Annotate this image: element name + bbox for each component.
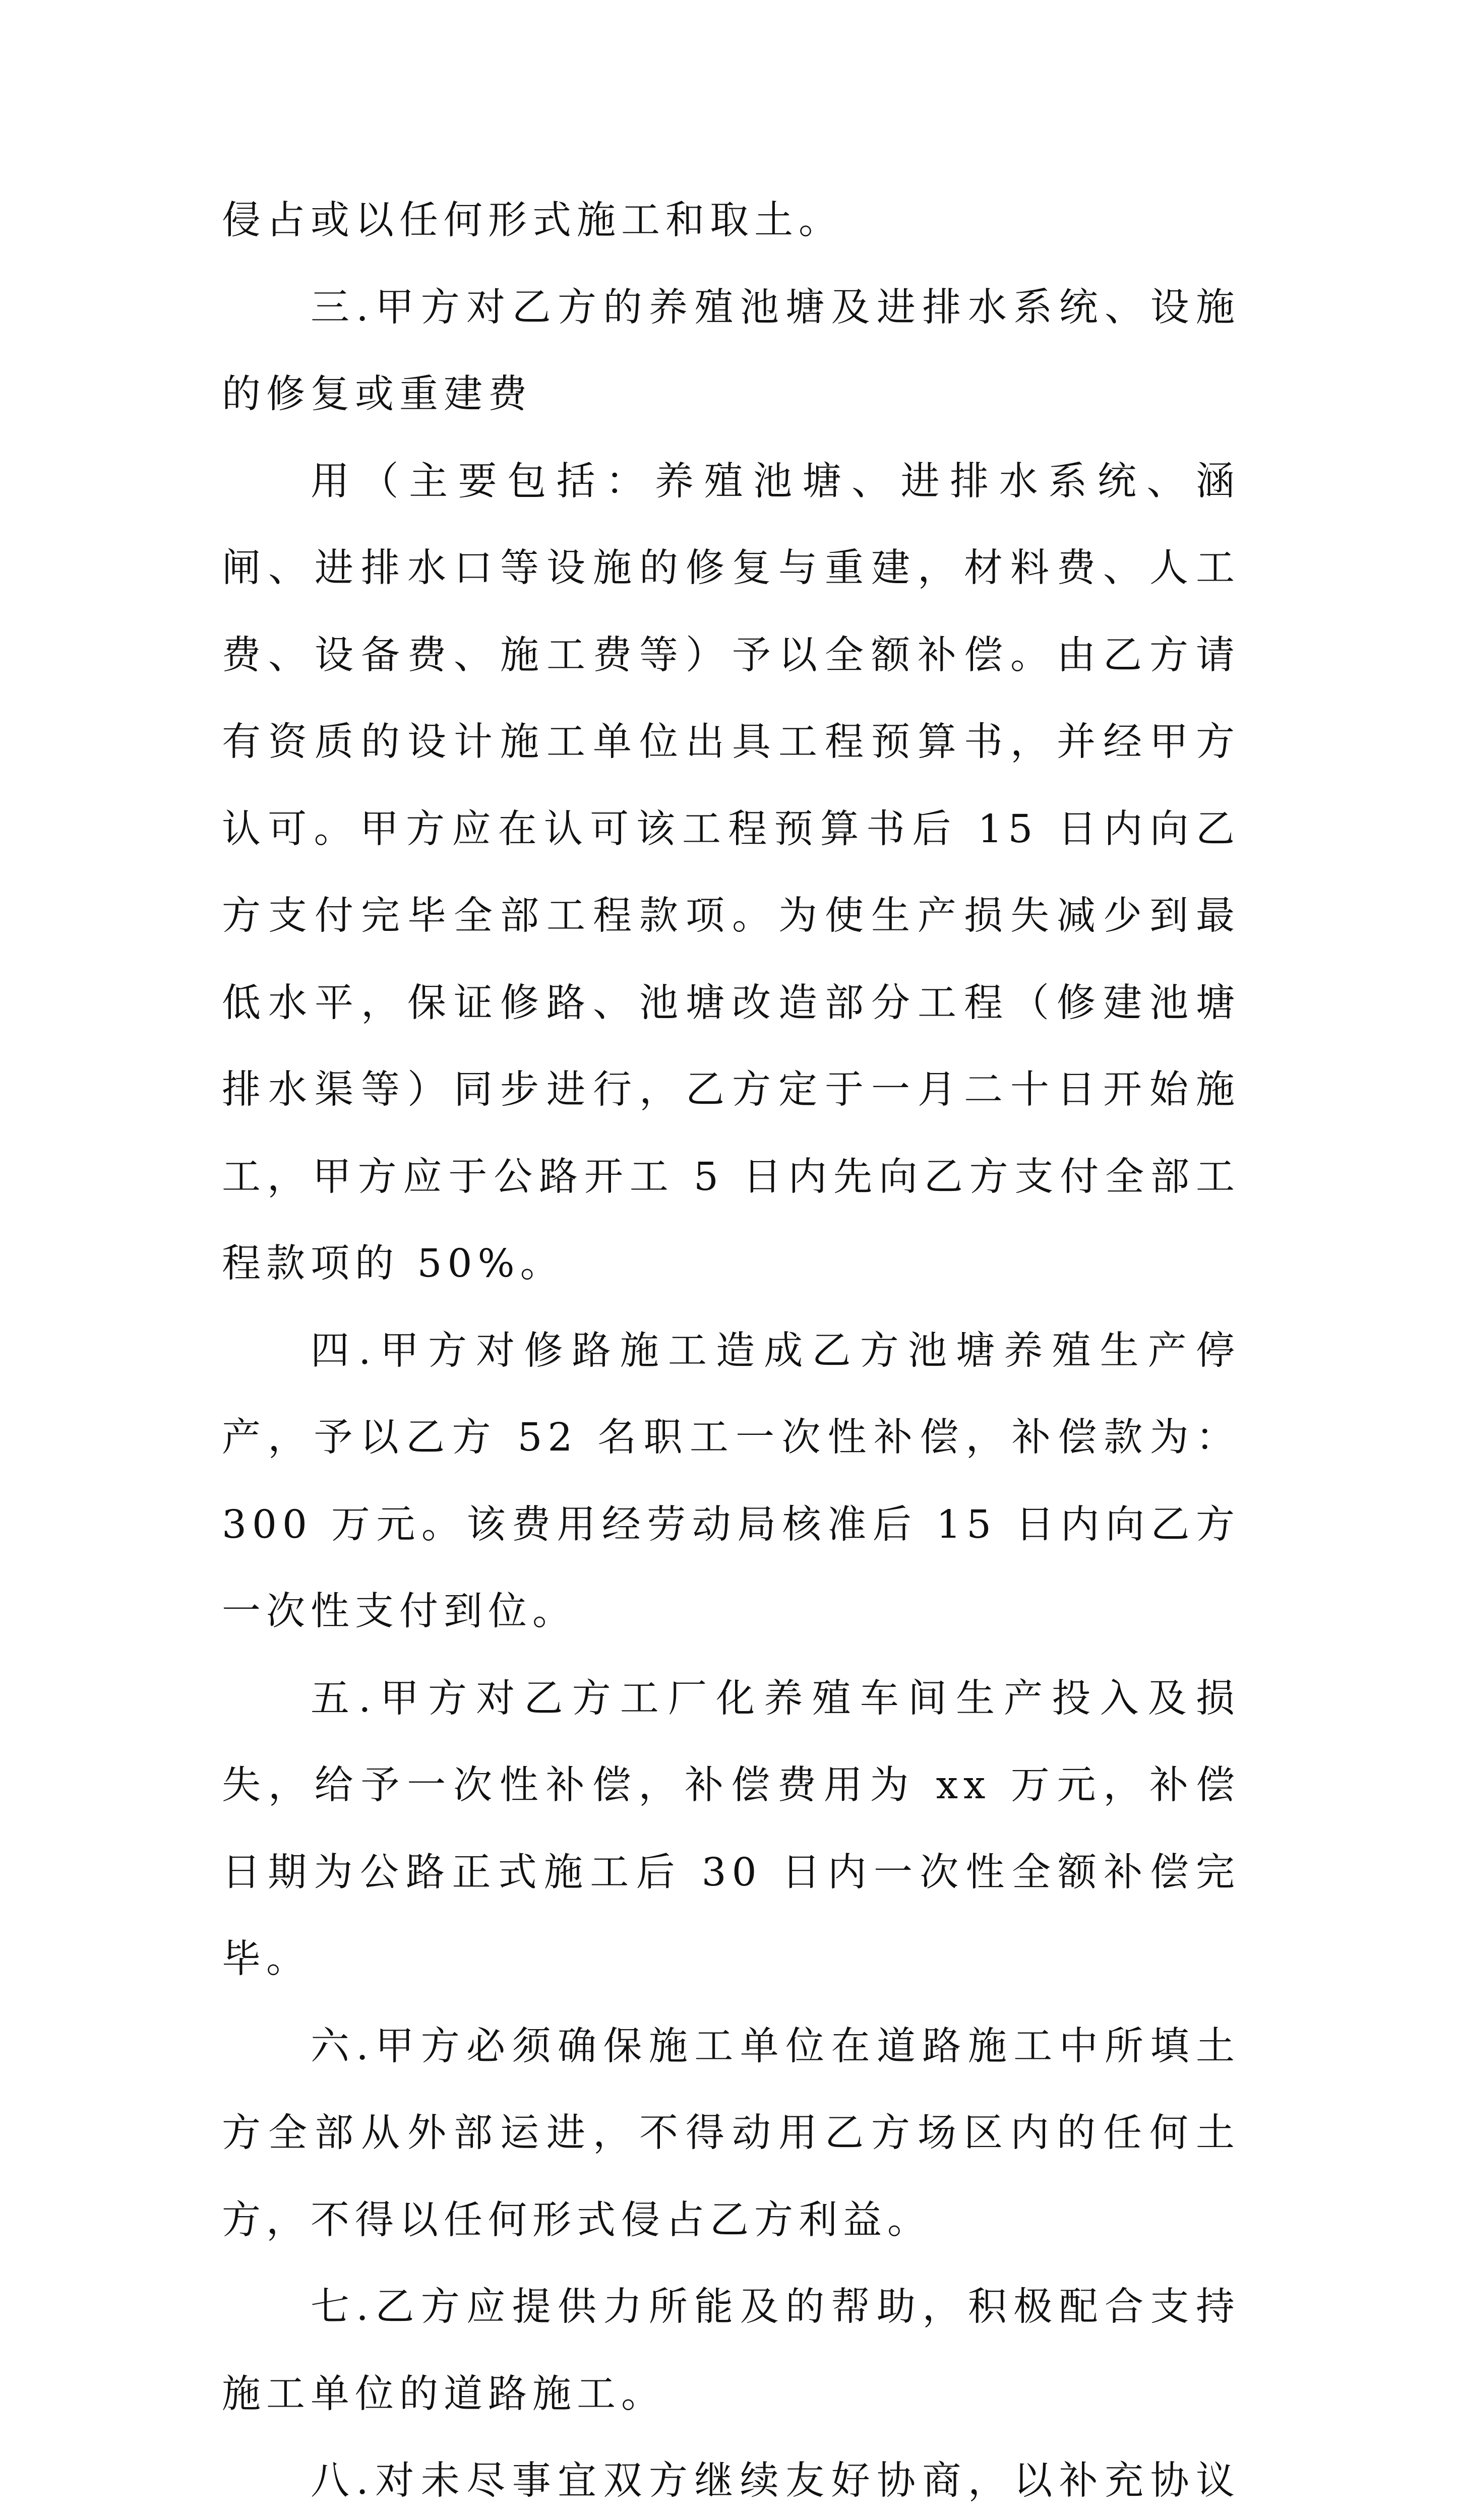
document-body: [222, 177, 1240, 2520]
paragraph-clause-5: 五.甲方对乙方工厂化养殖车间生产投入及损失，给予一次性补偿，补偿费用为 xx 万元，补偿日期为公路正式施工后 30 日内一次性全额补偿完毕。: [222, 1676, 1240, 1982]
paragraph-clause-3-heading: 三.甲方对乙方的养殖池塘及进排水系统、设施的修复或重建费: [222, 285, 1240, 417]
paragraph-clause-6: 六.甲方必须确保施工单位在道路施工中所填土方全部从外部运进，不得动用乙方场区内的任何土方，不得以任何形式侵占乙方利益。: [222, 2024, 1240, 2243]
paragraph-continuation: 侵占或以任何形式施工和取土。: [222, 198, 843, 243]
paragraph-clause-3-body: 用（主要包括：养殖池塘、进排水系统、涵闸、进排水口等设施的修复与重建，材料费、人工费、设备费、施工费等）予以全额补偿。由乙方请有资质的设计施工单位出具工程预算书，并经甲方认可。甲方应在认可该工程预算书后 15 日内向乙方支付完毕全部工程款项。为使生产损失减少到最低水平，保证修路、池塘改造部分工程（修建池塘排水渠等）同步进行，乙方定于一月二十日开始施工，甲方应于公路开工 5 日内先向乙方支付全部工程款项的 50%。: [222, 459, 1240, 1286]
paragraph-clause-4: 四.甲方对修路施工造成乙方池塘养殖生产停产，予以乙方 52 名职工一次性补偿，补偿款为：300 万元。该费用经劳动局核准后 15 日内向乙方一次性支付到位。: [222, 1328, 1240, 1634]
paragraph-clause-7: 七.乙方应提供力所能及的帮助，积极配合支持施工单位的道路施工。: [222, 2285, 1240, 2417]
paragraph-clause-8: 八.对未尽事宜双方继续友好协商，以补充协议: [311, 2459, 1240, 2503]
